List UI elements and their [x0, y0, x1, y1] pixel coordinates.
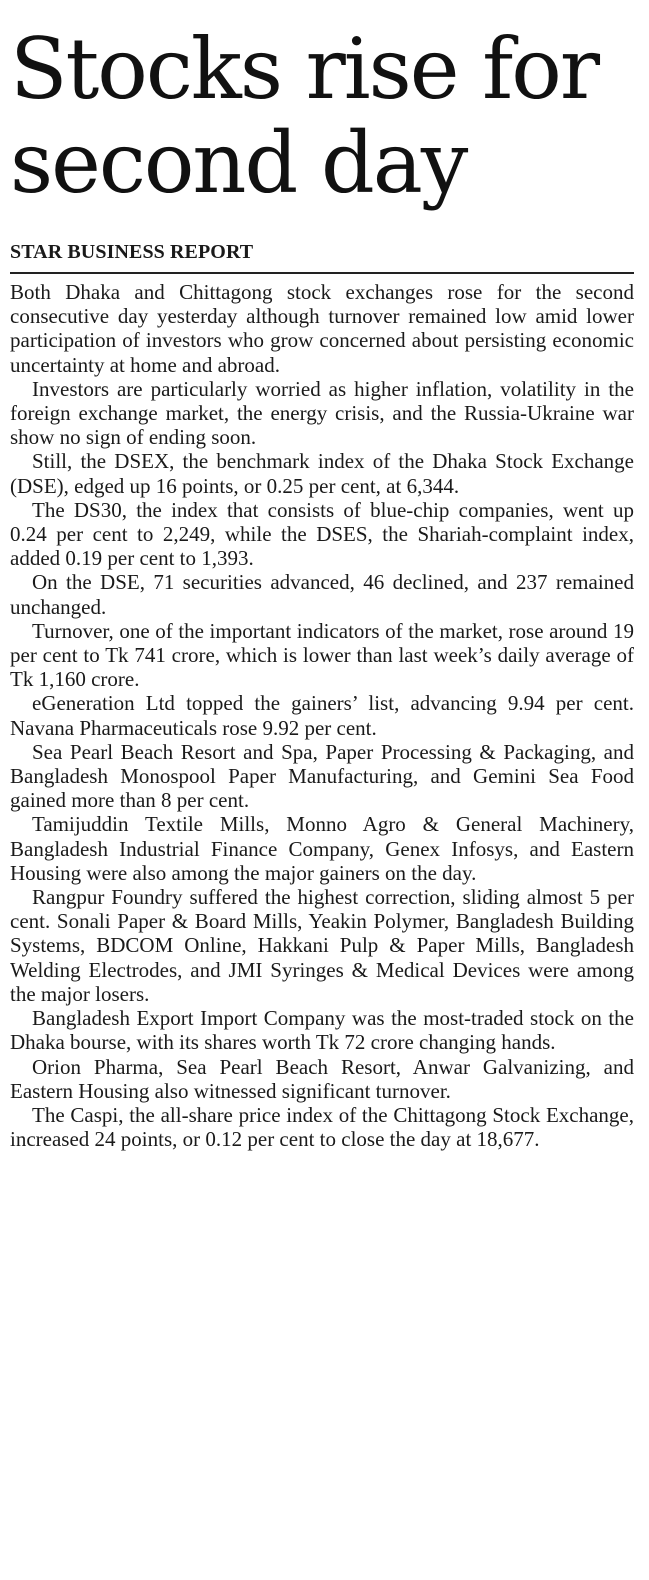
article-paragraph: Investors are particularly worried as higher inflation, volatility in the foreign exchange market, the energy crisis, and the Russia-Ukraine war show no sign of ending soon. — [10, 376, 634, 450]
article-paragraph: Bangladesh Export Import Company was the most-traded stock on the Dhaka bourse, with its shares worth Tk 72 crore changing hands. — [10, 1006, 634, 1055]
article-paragraph: On the DSE, 71 securities advanced, 46 declined, and 237 remained unchanged. — [10, 570, 634, 619]
article-paragraph: Tamijuddin Textile Mills, Monno Agro & General Machinery, Bangladesh Industrial Finance Company, Genex Infosys, and Eastern Housing were also among the major gainers on the day. — [10, 812, 634, 885]
article-paragraph: eGeneration Ltd topped the gainers’ list, advancing 9.94 per cent. Navana Pharmaceuticals rose 9.92 per cent. — [10, 691, 634, 740]
article-paragraph: The DS30, the index that consists of blue-chip companies, went up 0.24 per cent to 2,249, while the DSES, the Shariah-complaint index, added 0.19 per cent to 1,393. — [10, 497, 634, 571]
news-article — [10, 22, 634, 1151]
article-byline: STAR BUSINESS REPORT — [10, 241, 254, 263]
byline-divider — [10, 272, 634, 274]
article-paragraph: Rangpur Foundry suffered the highest correction, sliding almost 5 per cent. Sonali Paper & Board Mills, Yeakin Polymer, Bangladesh Building Systems, BDCOM Online, Hakkani Pulp & Paper Mills, Bangladesh Welding Electrodes, and JMI Syringes & Medical Devices were among the major losers. — [10, 885, 634, 1006]
article-body — [10, 280, 634, 1151]
article-paragraph: The Caspi, the all-share price index of the Chittagong Stock Exchange, increased 24 points, or 0.12 per cent to close the day at 18,677. — [10, 1102, 634, 1152]
article-headline: Stocks rise for second day — [10, 20, 598, 212]
article-paragraph: Both Dhaka and Chittagong stock exchanges rose for the second consecutive day yesterday although turnover remained low amid lower participation of investors who grow concerned about persisting economic uncertainty at home and abroad. — [10, 280, 634, 377]
article-paragraph: Sea Pearl Beach Resort and Spa, Paper Processing & Packaging, and Bangladesh Monospool Paper Manufacturing, and Gemini Sea Food gained more than 8 per cent. — [10, 739, 634, 813]
article-paragraph: Turnover, one of the important indicators of the market, rose around 19 per cent to Tk 741 crore, which is lower than last week’s daily average of Tk 1,160 crore. — [10, 618, 634, 692]
article-paragraph: Orion Pharma, Sea Pearl Beach Resort, Anwar Galvanizing, and Eastern Housing also witnessed significant turnover. — [10, 1054, 634, 1103]
article-paragraph: Still, the DSEX, the benchmark index of the Dhaka Stock Exchange (DSE), edged up 16 points, or 0.25 per cent, at 6,344. — [10, 449, 634, 498]
